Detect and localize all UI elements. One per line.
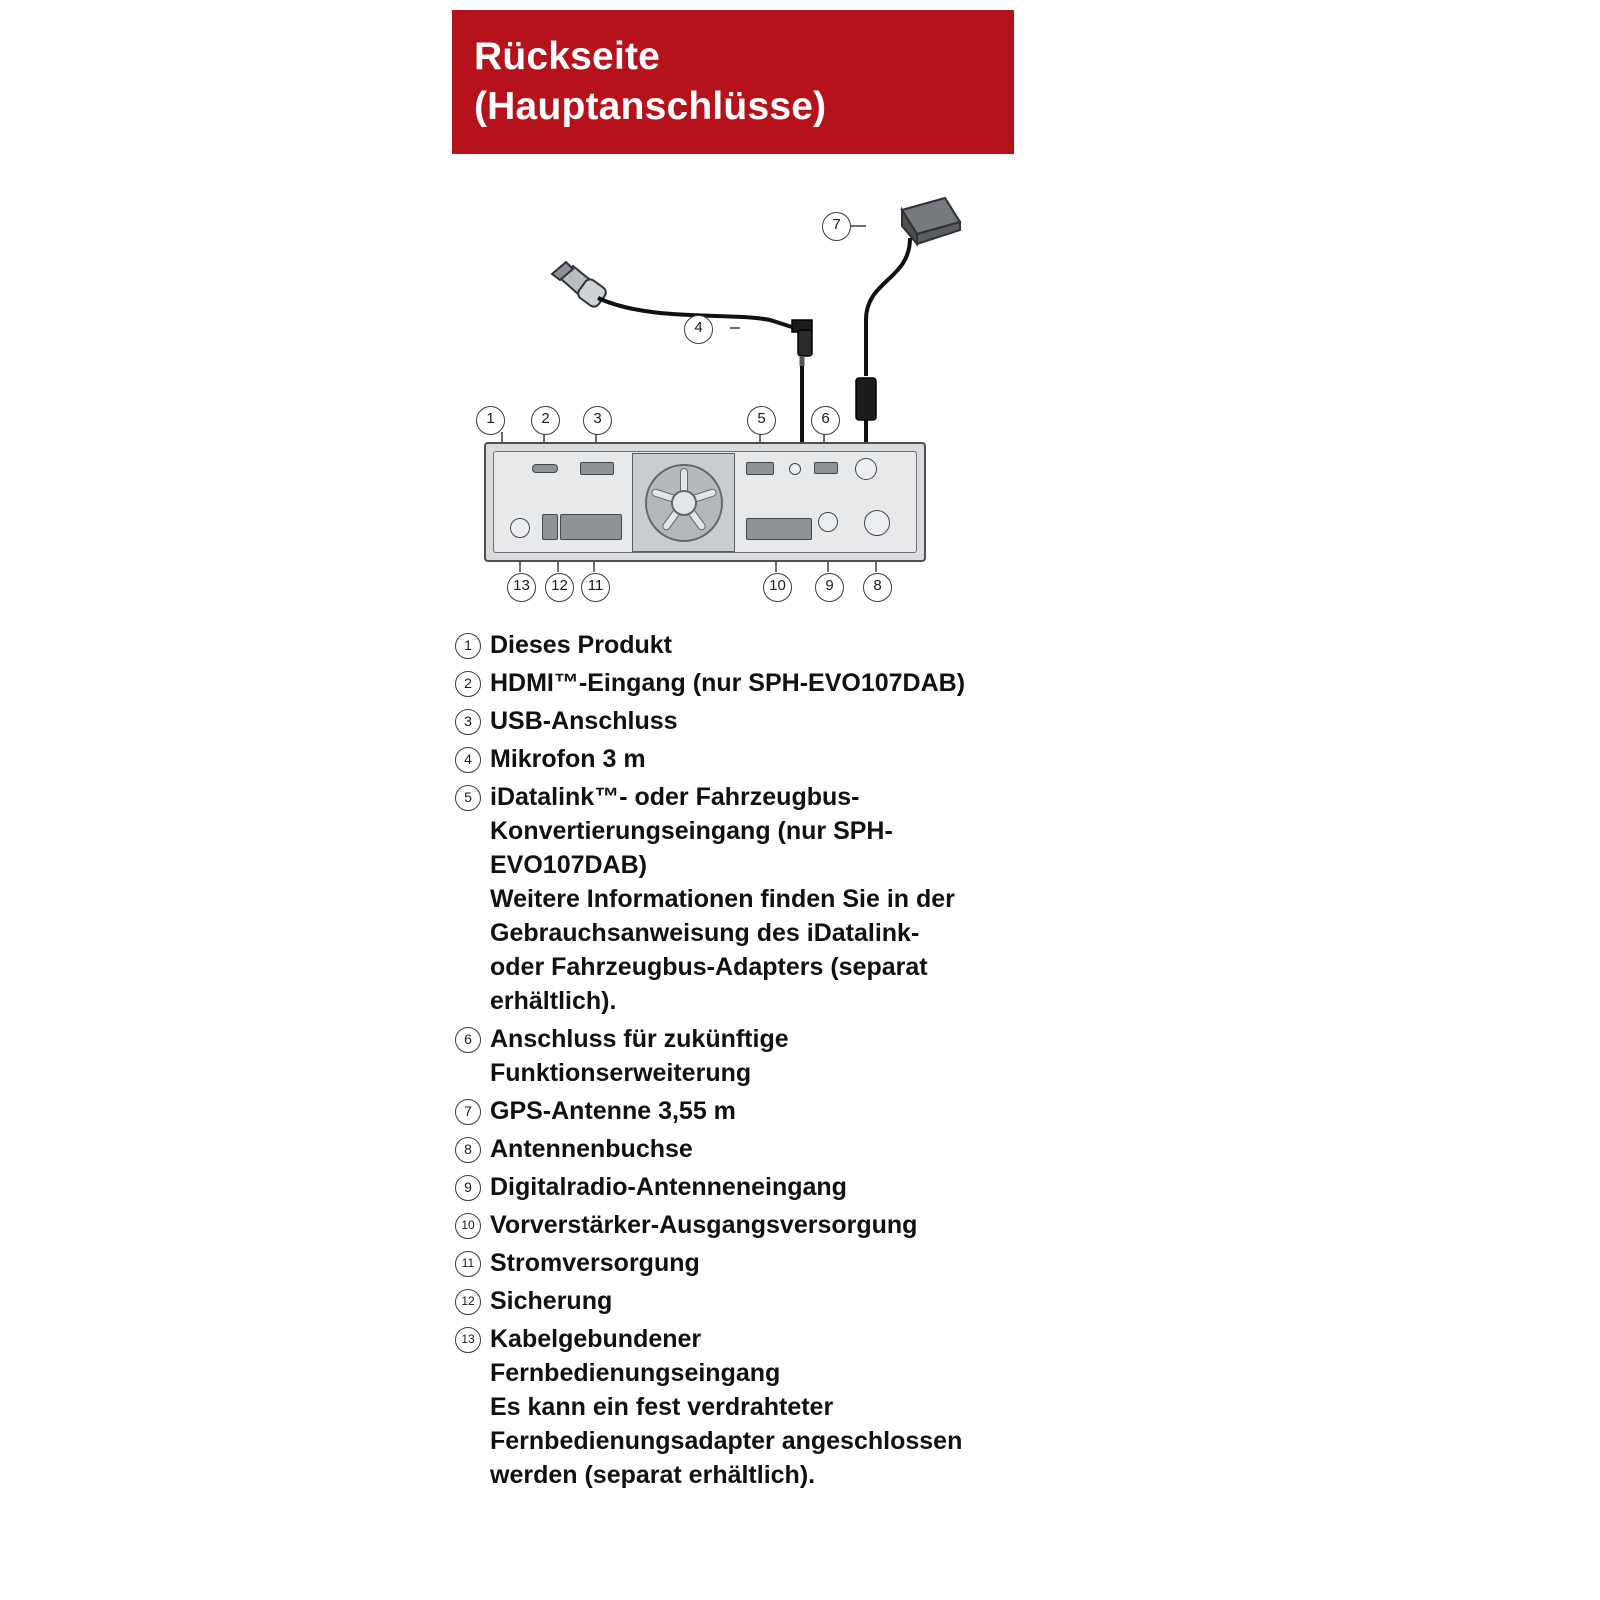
callout-10: 10 (763, 573, 792, 602)
preout-power-connector (746, 518, 812, 540)
legend-line: iDatalink™- oder Fahrzeugbus- (490, 783, 860, 811)
legend-line: Dieses Produkt (490, 631, 673, 659)
legend-number-3: 3 (455, 709, 481, 735)
callout-6: 6 (811, 406, 840, 435)
legend-item-8 (455, 1132, 1095, 1166)
legend-item-5 (455, 780, 1095, 1018)
legend-line: Fernbedienungsadapter angeschlossen (490, 1427, 963, 1455)
fuse (542, 514, 558, 540)
legend-number-1: 1 (455, 633, 481, 659)
legend-number-7: 7 (455, 1099, 481, 1125)
legend-line: Digitalradio-Antenneneingang (490, 1173, 847, 1201)
legend-number-2: 2 (455, 671, 481, 697)
power-connector (560, 514, 622, 540)
callout-9: 9 (815, 573, 844, 602)
legend-item-13 (455, 1322, 1095, 1492)
legend-label-12 (490, 1284, 612, 1318)
legend-number-11: 11 (455, 1251, 481, 1277)
legend-line: Sicherung (490, 1287, 613, 1315)
legend-line: Anschluss für zukünftige (490, 1025, 789, 1053)
legend-line: Weitere Informationen finden Sie in der (490, 885, 955, 913)
legend-line: Antennenbuchse (490, 1135, 693, 1163)
usb-port (580, 462, 614, 475)
legend-label-1 (490, 628, 672, 662)
legend-label-11 (490, 1246, 700, 1280)
legend-label-10 (490, 1208, 917, 1242)
wired-remote-input (510, 518, 530, 538)
legend-item-12 (455, 1284, 1095, 1318)
legend-line: Gebrauchsanweisung des iDatalink- (490, 919, 920, 947)
legend-item-7 (455, 1094, 1095, 1128)
idatalink-port (746, 462, 774, 475)
legend-label-8 (490, 1132, 693, 1166)
callout-3: 3 (583, 406, 612, 435)
callout-1: 1 (476, 406, 505, 435)
legend-item-4 (455, 742, 1095, 776)
legend-line: oder Fahrzeugbus-Adapters (separat (490, 953, 928, 981)
legend-label-13 (490, 1322, 962, 1492)
gps-antenna-jack (855, 458, 877, 480)
page-title-line-2: (Hauptanschlüsse) (474, 85, 827, 128)
gps-antenna-icon (902, 198, 960, 244)
legend-line: werden (separat erhältlich). (490, 1461, 816, 1489)
legend-line: Konvertierungseingang (nur SPH- (490, 817, 893, 845)
legend-item-1 (455, 628, 1095, 662)
callout-4: 4 (684, 315, 713, 344)
hdmi-port (532, 464, 558, 473)
legend-number-12: 12 (455, 1289, 481, 1315)
callout-8: 8 (863, 573, 892, 602)
microphone-jack (789, 463, 801, 475)
legend-line: erhältlich). (490, 987, 617, 1015)
legend-line: GPS-Antenne 3,55 m (490, 1097, 736, 1125)
callout-12: 12 (545, 573, 574, 602)
legend-label-3 (490, 704, 678, 738)
callout-11: 11 (581, 573, 610, 602)
fan-hub (671, 490, 697, 516)
legend-line: HDMI™-Eingang (nur SPH-EVO107DAB) (490, 669, 966, 697)
legend-line: USB-Anschluss (490, 707, 678, 735)
legend-number-13: 13 (455, 1327, 481, 1353)
legend-item-6 (455, 1022, 1095, 1090)
legend-line: Mikrofon 3 m (490, 745, 646, 773)
digital-radio-antenna-input (818, 512, 838, 532)
legend-number-6: 6 (455, 1027, 481, 1053)
legend-line: Fernbedienungseingang (490, 1359, 781, 1387)
legend-label-9 (490, 1170, 847, 1204)
legend-item-3 (455, 704, 1095, 738)
legend-item-2 (455, 666, 1095, 700)
callout-5: 5 (747, 406, 776, 435)
microphone-icon (552, 262, 608, 309)
legend-line: Funktionserweiterung (490, 1059, 752, 1087)
page-title-banner (452, 10, 1014, 154)
legend-line: Vorverstärker-Ausgangsversorgung (490, 1211, 918, 1239)
legend-line: Es kann ein fest verdrahteter (490, 1393, 834, 1421)
callout-2: 2 (531, 406, 560, 435)
legend-label-6 (490, 1022, 789, 1090)
expansion-port (814, 462, 838, 474)
connection-legend-list (455, 628, 1095, 1496)
legend-item-10 (455, 1208, 1095, 1242)
page-title-line-1: Rückseite (474, 35, 661, 78)
legend-label-5 (490, 780, 955, 1018)
legend-number-5: 5 (455, 785, 481, 811)
legend-number-8: 8 (455, 1137, 481, 1163)
legend-number-9: 9 (455, 1175, 481, 1201)
legend-number-10: 10 (455, 1213, 481, 1239)
legend-item-9 (455, 1170, 1095, 1204)
legend-label-4 (490, 742, 646, 776)
legend-label-2 (490, 666, 965, 700)
legend-line: Stromversorgung (490, 1249, 700, 1277)
callout-13: 13 (507, 573, 536, 602)
legend-line: EVO107DAB) (490, 851, 647, 879)
legend-line: Kabelgebundener (490, 1325, 702, 1353)
legend-label-7 (490, 1094, 736, 1128)
legend-number-4: 4 (455, 747, 481, 773)
rear-panel-diagram (440, 170, 1040, 620)
legend-item-11 (455, 1246, 1095, 1280)
callout-7: 7 (822, 212, 851, 241)
antenna-socket (864, 510, 890, 536)
